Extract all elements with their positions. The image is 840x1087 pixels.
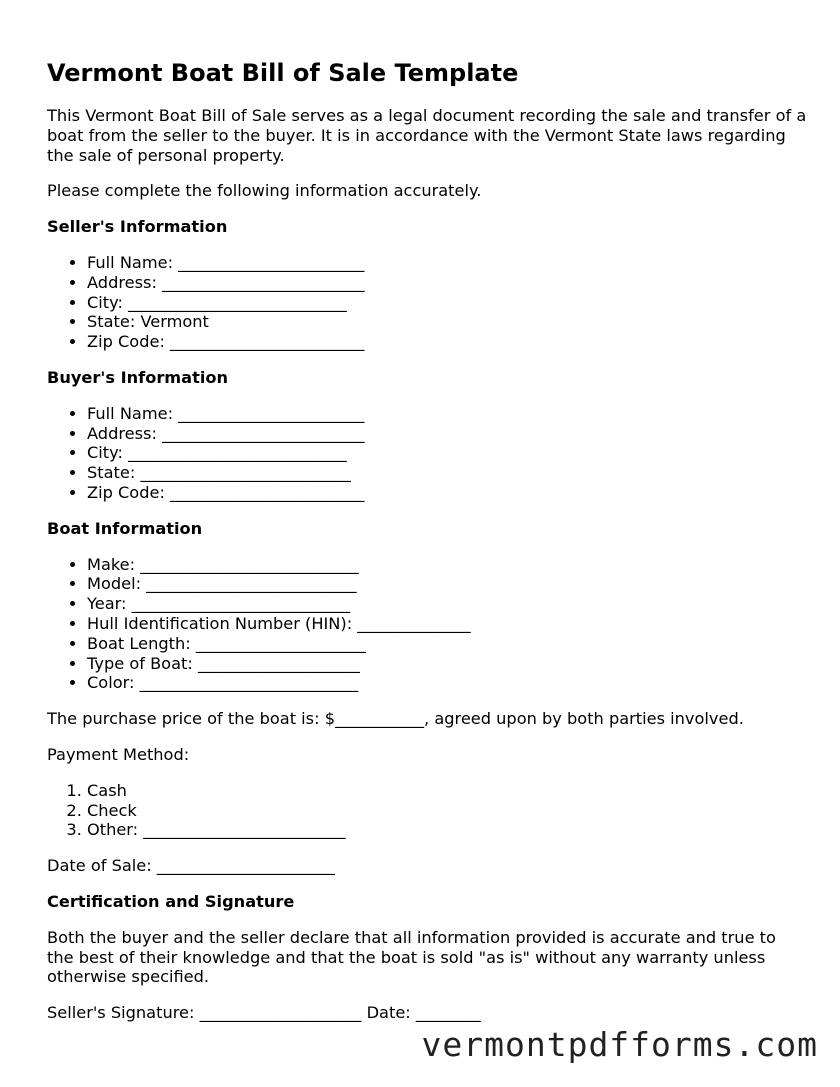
seller-signature-line: Seller's Signature: ____________________ Date: ________: [47, 1003, 481, 1023]
document-body: [47, 58, 807, 1039]
seller-heading: Seller's Information: [47, 217, 228, 237]
boat-type: • Type of Boat: ____________________: [87, 654, 807, 674]
certification-text: Both the buyer and the seller declare that all information provided is accurate and true to the best of their knowledge and that the boat is sold "as is" without any warranty unless otherwise specified.: [47, 927, 776, 987]
boat-model: • Model: __________________________: [87, 574, 807, 594]
boat-year: • Year: ___________________________: [87, 594, 807, 614]
buyer-state: • State: __________________________: [87, 463, 807, 483]
boat-heading: Boat Information: [47, 518, 203, 538]
intro-paragraph: This Vermont Boat Bill of Sale serves as a legal document recording the sale and transfer of a boat from the seller to the buyer. It is in accordance with the Vermont State laws regarding the sale of personal property.: [47, 106, 807, 165]
purchase-price: The purchase price of the boat is: $___________, agreed upon by both parties involved.: [47, 709, 744, 729]
payment-option-other: 3. Other: _________________________: [87, 820, 807, 840]
seller-list: [47, 253, 807, 352]
buyer-list: [47, 404, 807, 503]
payment-option-check: 2. Check: [87, 801, 807, 821]
certification-heading: Certification and Signature: [47, 891, 295, 911]
seller-zip-code: • Zip Code: ________________________: [87, 332, 807, 352]
date-of-sale: Date of Sale: ______________________: [47, 856, 335, 876]
seller-state: • State: Vermont: [87, 312, 807, 332]
boat-make: • Make: ___________________________: [87, 555, 807, 575]
boat-list: [47, 555, 807, 694]
watermark-text: vermontpdfforms.com: [421, 1025, 818, 1064]
seller-full-name: • Full Name: _______________________: [87, 253, 807, 273]
payment-method-list: [47, 781, 807, 840]
buyer-full-name: • Full Name: _______________________: [87, 404, 807, 424]
payment-method-label: Payment Method:: [47, 744, 190, 764]
buyer-city: • City: ___________________________: [87, 443, 807, 463]
payment-option-cash: 1. Cash: [87, 781, 807, 801]
seller-city: • City: ___________________________: [87, 293, 807, 313]
document-title: Vermont Boat Bill of Sale Template: [47, 59, 519, 87]
boat-hin: • Hull Identification Number (HIN): ______________: [87, 614, 807, 634]
seller-address: • Address: _________________________: [87, 273, 807, 293]
buyer-zip-code: • Zip Code: ________________________: [87, 483, 807, 503]
buyer-heading: Buyer's Information: [47, 367, 229, 387]
boat-length: • Boat Length: _____________________: [87, 634, 807, 654]
boat-color: • Color: ___________________________: [87, 673, 807, 693]
buyer-address: • Address: _________________________: [87, 424, 807, 444]
instruction-text: Please complete the following information accurately.: [47, 181, 482, 201]
